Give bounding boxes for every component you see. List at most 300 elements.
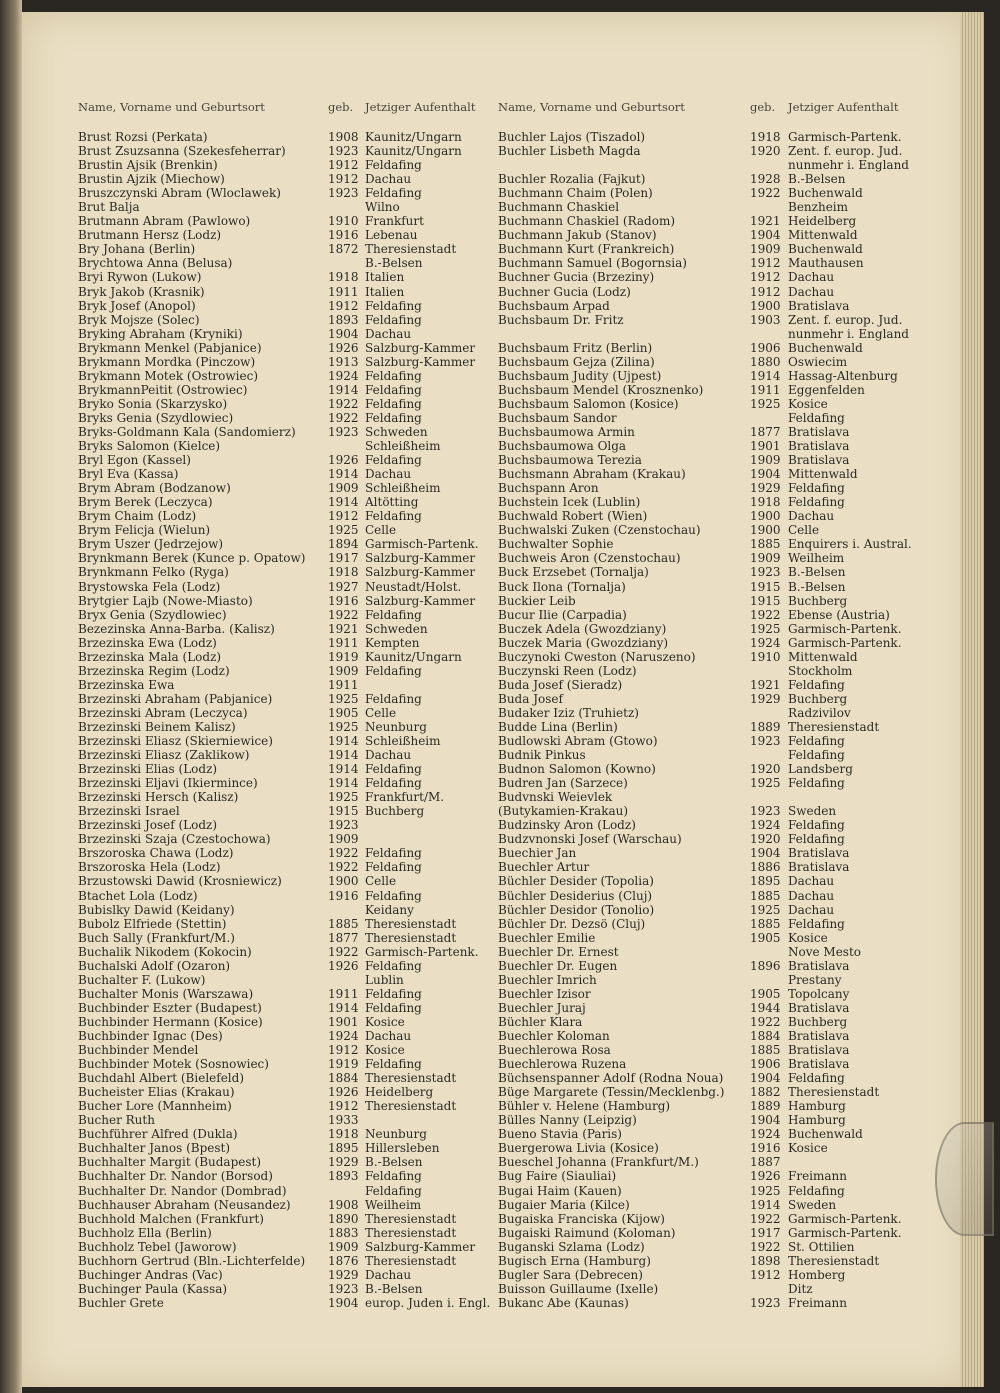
transparent-tab-sticker: [935, 1122, 994, 1236]
entry-residence: Buchberg: [788, 593, 848, 608]
entry-name: Buechler Dr. Ernest: [498, 944, 619, 959]
entry-birth-year: 1900: [750, 298, 781, 313]
entry-residence: Feldafing: [365, 860, 422, 875]
entry-name: Brykmann Menkel (Pabjanice): [78, 340, 262, 355]
entry-residence: Salzburg-Kammer: [365, 565, 476, 580]
entry-residence: Altötting: [365, 495, 419, 510]
entry-residence: Mittenwald: [788, 467, 858, 482]
entry-birth-year: 1914: [328, 382, 359, 397]
entry-birth-year: 1928: [750, 172, 781, 187]
entry-name: Buechler Artur: [498, 860, 590, 875]
entry-residence: Freimann: [788, 1169, 847, 1184]
entry-residence: Garmisch-Partenk.: [788, 1211, 902, 1226]
entry-name: Brym Berek (Leczyca): [78, 495, 213, 510]
entry-residence: Dachau: [788, 284, 835, 299]
entry-name: Budvnski Weievlek: [498, 790, 613, 805]
entry-name: Buchsbaumowa Olga: [498, 439, 627, 454]
entry-name: Buchalter Monis (Warszawa): [78, 986, 254, 1001]
entry-residence: Kosice: [788, 930, 828, 945]
entry-residence: Salzburg-Kammer: [365, 551, 476, 566]
entry-birth-year: 1924: [328, 368, 359, 383]
entry-name: Brym Uszer (Jedrzejow): [78, 537, 224, 552]
entry-residence: Heidelberg: [365, 1085, 434, 1100]
entry-name: Buchhalter Dr. Nandor (Borsod): [78, 1169, 273, 1184]
entry-name: Bryks Salomon (Kielce): [78, 439, 221, 454]
entry-name: Buck Ilona (Tornalja): [498, 579, 626, 594]
entry-name: Buechler Izisor: [498, 986, 591, 1001]
entry-name: Brzezinski Israel: [78, 804, 180, 819]
entry-birth-year: 1909: [328, 1239, 359, 1254]
entry-residence: Bratislava: [788, 439, 850, 454]
entry-name: Bruszczynski Abram (Wloclawek): [78, 186, 281, 201]
entry-name: Bucheister Elias (Krakau): [78, 1085, 235, 1100]
entry-residence: Salzburg-Kammer: [365, 593, 476, 608]
entry-residence: Feldafing: [788, 748, 845, 763]
entry-residence: Bratislava: [788, 958, 850, 973]
entry-name: Buchsbaumowa Armin: [498, 424, 635, 439]
entry-birth-year: 1882: [750, 1085, 781, 1100]
entry-name: Buchsbaum Fritz (Berlin): [498, 340, 653, 355]
entry-name: Buchmann Kurt (Frankreich): [498, 242, 675, 257]
entry-birth-year: 1922: [328, 410, 359, 425]
entry-birth-year: 1910: [750, 649, 781, 664]
entry-birth-year: 1925: [328, 790, 359, 805]
entry-name: Brystowska Fela (Lodz): [78, 579, 221, 594]
entry-residence: Schweden: [365, 424, 428, 439]
entry-name: Buchstein Icek (Lublin): [498, 495, 641, 510]
entry-name: Bubislky Dawid (Keidany): [78, 902, 235, 917]
entry-residence: Neunburg: [365, 719, 427, 734]
entry-birth-year: 1900: [750, 509, 781, 524]
entry-birth-year: 1915: [328, 804, 359, 819]
entry-name: Brym Felicja (Wielun): [78, 523, 211, 538]
entry-name: Buisson Guillaume (Ixelle): [498, 1281, 659, 1296]
entry-residence: Garmisch-Partenk.: [788, 1225, 902, 1240]
entry-residence: Theresienstadt: [365, 1225, 457, 1240]
entry-birth-year: 1893: [328, 1169, 359, 1184]
entry-residence: B.-Belsen: [365, 1155, 423, 1170]
entry-residence: Neunburg: [365, 1127, 427, 1142]
entry-name: Buchsbaum Sandor: [498, 410, 617, 425]
entry-residence: Kaunitz/Ungarn: [365, 144, 462, 159]
entry-residence: Bratislava: [788, 453, 850, 468]
entry-birth-year: 1926: [328, 453, 359, 468]
entry-residence: Feldafing: [365, 762, 422, 777]
entry-residence: Bratislava: [788, 860, 850, 875]
entry-residence: Eggenfelden: [788, 382, 865, 397]
entry-residence: Hamburg: [788, 1113, 846, 1128]
entry-birth-year: 1912: [328, 298, 359, 313]
entry-residence: Bratislava: [788, 298, 850, 313]
entry-residence: Frankfurt: [365, 214, 424, 229]
entry-residence: Feldafing: [365, 382, 422, 397]
entry-residence: Feldafing: [788, 481, 845, 496]
entry-residence: Feldafing: [365, 691, 422, 706]
entry-birth-year: 1924: [750, 635, 781, 650]
entry-birth-year: 1925: [750, 776, 781, 791]
entry-name: Brzezinski Abram (Leczyca): [78, 705, 248, 720]
entry-birth-year: 1912: [750, 270, 781, 285]
entry-name: Bugler Sara (Debrecen): [498, 1267, 643, 1282]
entry-residence: Feldafing: [365, 312, 422, 327]
entry-residence: Dachau: [788, 902, 835, 917]
entry-residence: Dachau: [365, 748, 412, 763]
entry-residence: Feldafing: [365, 158, 422, 173]
entry-birth-year: 1914: [750, 368, 781, 383]
entry-name: Buchsbaum Arpad: [498, 298, 610, 313]
entry-name: Brzezinski Eliasz (Zaklikow): [78, 748, 250, 763]
entry-birth-year: 1922: [328, 860, 359, 875]
entry-birth-year: 1925: [750, 1183, 781, 1198]
entry-birth-year: 1885: [750, 916, 781, 931]
entry-birth-year: 1885: [750, 1043, 781, 1058]
entry-name: Brust Zsuzsanna (Szekesfeherrar): [78, 144, 286, 159]
entry-birth-year: 1911: [328, 677, 359, 692]
entry-name: Bühler v. Helene (Hamburg): [498, 1099, 671, 1114]
entry-birth-year: 1922: [328, 607, 359, 622]
entry-birth-year: 1917: [328, 551, 359, 566]
entry-residence: Zent. f. europ. Jud.: [788, 144, 903, 159]
entry-name: Brzezinska Regim (Lodz): [78, 663, 230, 678]
entry-birth-year: 1887: [750, 1155, 781, 1170]
entry-birth-year: 1918: [750, 130, 781, 144]
entry-birth-year: 1877: [750, 424, 781, 439]
entry-residence: Theresienstadt: [365, 930, 457, 945]
entry-residence: Theresienstadt: [365, 242, 457, 257]
entry-birth-year: 1916: [328, 228, 359, 243]
entry-birth-year: 1889: [750, 1099, 781, 1114]
entry-name: Bugaiska Franciska (Kijow): [498, 1211, 665, 1226]
entry-residence: Feldafing: [788, 1071, 845, 1086]
entry-residence: Dachau: [788, 888, 835, 903]
entry-residence: Theresienstadt: [365, 1253, 457, 1268]
entry-residence: nunmehr i. England: [788, 158, 909, 173]
entry-name: Buchbinder Hermann (Kosice): [78, 1014, 263, 1029]
entry-name: Buchwalski Zuken (Czenstochau): [498, 523, 701, 538]
header-name: Name, Vorname und Geburtsort: [78, 100, 265, 114]
entry-residence: Sweden: [788, 1197, 837, 1212]
entry-name: Buck Erzsebet (Tornalja): [498, 565, 649, 580]
entry-name: Brym Chaim (Lodz): [78, 509, 197, 524]
entry-birth-year: 1914: [328, 467, 359, 482]
entry-birth-year: 1877: [328, 930, 359, 945]
entry-residence: Buchberg: [788, 1014, 848, 1029]
entry-birth-year: 1903: [750, 312, 781, 327]
entry-name: Büchler Desider (Topolia): [498, 874, 654, 889]
entry-name: Budzinsky Aron (Lodz): [498, 818, 636, 833]
entry-birth-year: 1929: [750, 691, 781, 706]
entry-birth-year: 1890: [328, 1211, 359, 1226]
entry-name: Buchweis Aron (Czenstochau): [498, 551, 681, 566]
entry-birth-year: 1904: [750, 846, 781, 861]
entry-residence: Feldafing: [365, 298, 422, 313]
entry-birth-year: 1889: [750, 719, 781, 734]
entry-name: Buchner Gucia (Brzeziny): [498, 270, 655, 285]
entry-name: Brzezinski Beinem Kalisz): [78, 719, 236, 734]
entry-birth-year: 1920: [750, 762, 781, 777]
entry-birth-year: 1904: [750, 228, 781, 243]
entry-birth-year: 1922: [750, 607, 781, 622]
entry-name: Budnon Salomon (Kowno): [498, 762, 656, 777]
entry-residence: Feldafing: [788, 776, 845, 791]
entry-name: Bucher Ruth: [78, 1113, 155, 1128]
entry-residence: Theresienstadt: [788, 1253, 880, 1268]
entry-name: Buchinger Paula (Kassa): [78, 1281, 228, 1296]
entry-birth-year: 1924: [750, 1127, 781, 1142]
entry-residence: Garmisch-Partenk.: [788, 130, 902, 144]
entry-name: Bugaiski Raimund (Koloman): [498, 1225, 676, 1240]
entry-birth-year: 1895: [750, 874, 781, 889]
entry-name: Buchalter F. (Lukow): [78, 972, 206, 987]
entry-birth-year: 1944: [750, 1000, 781, 1015]
entry-name: Buchführer Alfred (Dukla): [78, 1127, 238, 1142]
entry-name: Buchsbaum Salomon (Kosice): [498, 396, 679, 411]
entry-name: Brzezinski Hersch (Kalisz): [78, 790, 239, 805]
entry-birth-year: 1925: [750, 902, 781, 917]
entry-birth-year: 1923: [328, 144, 359, 159]
entry-name: Buechlerowa Rosa: [498, 1043, 611, 1058]
entry-birth-year: 1912: [750, 256, 781, 271]
entry-name: Brykmann Mordka (Pinczow): [78, 354, 256, 369]
entry-birth-year: 1885: [750, 537, 781, 552]
entry-name: Brutmann Abram (Pawlowo): [78, 214, 251, 229]
entry-residence: Feldafing: [365, 396, 422, 411]
entry-birth-year: 1925: [328, 523, 359, 538]
entry-residence: Schleißheim: [365, 734, 441, 749]
entry-residence: Feldafing: [365, 1183, 422, 1198]
entry-name: Buchalski Adolf (Ozaron): [78, 958, 231, 973]
entry-birth-year: 1921: [750, 677, 781, 692]
entry-birth-year: 1905: [750, 930, 781, 945]
entry-name: Buchler Grete: [78, 1295, 164, 1310]
entry-name: Buczynoki Cweston (Naruszeno): [498, 649, 696, 664]
entry-birth-year: 1900: [750, 523, 781, 538]
entry-residence: B.-Belsen: [788, 565, 846, 580]
entry-birth-year: 1925: [750, 396, 781, 411]
entry-name: Brszoroska Chawa (Lodz): [78, 846, 234, 861]
entry-birth-year: 1920: [750, 832, 781, 847]
entry-birth-year: 1885: [328, 916, 359, 931]
header-year: geb.: [750, 100, 776, 114]
entry-residence: Buchenwald: [788, 186, 863, 201]
entry-birth-year: 1923: [750, 1295, 781, 1310]
entry-birth-year: 1925: [328, 691, 359, 706]
entry-residence: nunmehr i. England: [788, 326, 909, 341]
entry-birth-year: 1929: [750, 481, 781, 496]
entry-name: Bryking Abraham (Kryniki): [78, 326, 243, 341]
entry-residence: Benzheim: [788, 200, 849, 215]
entry-residence: Celle: [365, 705, 397, 720]
entry-name: Brzezinski Eljavi (Ikiermince): [78, 776, 258, 791]
entry-name: Brym Abram (Bodzanow): [78, 481, 231, 496]
header-residence: Jetziger Aufenthalt: [788, 100, 899, 114]
entry-residence: Weilheim: [788, 551, 845, 566]
entry-name: Bryk Mojsze (Solec): [78, 312, 200, 327]
entry-residence: Buchenwald: [788, 340, 863, 355]
entry-name: Buchmann Jakub (Stanov): [498, 228, 657, 243]
entry-name: Brytgier Lajb (Nowe-Miasto): [78, 593, 253, 608]
entry-residence: Salzburg-Kammer: [365, 340, 476, 355]
entry-name: Buchsbaum Gejza (Zilina): [498, 354, 655, 369]
entry-name: Brzezinska Mala (Lodz): [78, 649, 222, 664]
entry-name: Buchdahl Albert (Bielefeld): [78, 1071, 244, 1086]
entry-name: Buechlerowa Ruzena: [498, 1057, 627, 1072]
entry-residence: Schweden: [365, 621, 428, 636]
entry-birth-year: 1898: [750, 1253, 781, 1268]
entry-residence: Feldafing: [365, 368, 422, 383]
entry-birth-year: 1895: [328, 1141, 359, 1156]
entry-birth-year: 1919: [328, 649, 359, 664]
entry-birth-year: 1909: [750, 551, 781, 566]
entry-name: Budlowski Abram (Gtowo): [498, 734, 658, 749]
entry-name: Brzustowski Dawid (Krosniewicz): [78, 874, 282, 889]
entry-residence: Dachau: [365, 326, 412, 341]
entry-residence: Feldafing: [365, 986, 422, 1001]
entry-name: Buch Sally (Frankfurt/M.): [78, 930, 235, 945]
entry-name: Büchler Desidor (Tonolio): [498, 902, 655, 917]
entry-name: Brzezinski Josef (Lodz): [78, 818, 218, 833]
entry-birth-year: 1910: [328, 214, 359, 229]
header-residence: Jetziger Aufenthalt: [365, 100, 476, 114]
entry-birth-year: 1911: [750, 382, 781, 397]
entry-birth-year: 1912: [328, 172, 359, 187]
entry-name: Buechler Imrich: [498, 972, 597, 987]
entry-name: Buchmann Chaim (Polen): [498, 186, 653, 201]
entry-name: Brynkmann Berek (Kunce p. Opatow): [78, 551, 306, 566]
entry-name: Büchler Desiderius (Cluj): [498, 888, 653, 903]
entry-birth-year: 1922: [328, 846, 359, 861]
entry-residence: Bratislava: [788, 846, 850, 861]
entry-residence: Mauthausen: [788, 256, 864, 271]
entry-residence: Feldafing: [788, 677, 845, 692]
entry-birth-year: 1909: [328, 663, 359, 678]
entry-residence: Feldafing: [365, 1169, 422, 1184]
entry-residence: Mittenwald: [788, 228, 858, 243]
entry-birth-year: 1926: [328, 1085, 359, 1100]
entry-birth-year: 1923: [750, 804, 781, 819]
entry-residence: Feldafing: [365, 958, 422, 973]
entry-birth-year: 1911: [328, 635, 359, 650]
entry-residence: Bratislava: [788, 1043, 850, 1058]
entry-birth-year: 1883: [328, 1225, 359, 1240]
entry-name: Budde Lina (Berlin): [498, 719, 618, 734]
entry-residence: Celle: [365, 523, 397, 538]
entry-birth-year: 1923: [750, 565, 781, 580]
entry-birth-year: 1905: [328, 705, 359, 720]
entry-birth-year: 1908: [328, 1197, 359, 1212]
entry-name: Bezezinska Anna-Barba. (Kalisz): [78, 621, 275, 636]
entry-birth-year: 1925: [750, 621, 781, 636]
entry-birth-year: 1912: [328, 1043, 359, 1058]
entry-birth-year: 1918: [328, 270, 359, 285]
entry-name: Brzezinska Ewa (Lodz): [78, 635, 217, 650]
entry-birth-year: 1922: [750, 1211, 781, 1226]
entry-birth-year: 1901: [328, 1014, 359, 1029]
entry-birth-year: 1905: [750, 986, 781, 1001]
entry-residence: Feldafing: [365, 1057, 422, 1072]
entry-name: Brzezinska Ewa: [78, 677, 175, 692]
entry-residence: Feldafing: [365, 846, 422, 861]
entry-residence: Bratislava: [788, 1029, 850, 1043]
entry-residence: Zent. f. europ. Jud.: [788, 312, 903, 327]
entry-birth-year: 1933: [328, 1113, 359, 1128]
entry-birth-year: 1929: [328, 1155, 359, 1170]
entry-name: Budzvnonski Josef (Warschau): [498, 832, 682, 847]
header-name: Name, Vorname und Geburtsort: [498, 100, 685, 114]
entry-residence: Lebenau: [365, 228, 418, 243]
entry-birth-year: 1915: [750, 579, 781, 594]
entry-name: Brzezinski Szaja (Czestochowa): [78, 832, 271, 847]
entry-birth-year: 1916: [328, 593, 359, 608]
entry-birth-year: 1918: [328, 1127, 359, 1142]
entry-residence: Topolcany: [788, 986, 850, 1001]
entry-name: Buchmann Samuel (Bogornsia): [498, 256, 687, 271]
entry-residence: Landsberg: [788, 762, 853, 777]
entry-name: Buganski Szlama (Lodz): [498, 1239, 645, 1254]
entry-name: Bryks Genia (Szydlowiec): [78, 410, 234, 425]
entry-name: Brynkmann Felko (Ryga): [78, 565, 229, 580]
entry-residence: Freimann: [788, 1295, 847, 1310]
entry-name: Btachet Lola (Lodz): [78, 888, 198, 903]
entry-birth-year: 1922: [328, 944, 359, 959]
entry-birth-year: 1918: [750, 495, 781, 510]
entry-name: Bryi Rywon (Lukow): [78, 270, 202, 285]
entry-birth-year: 1915: [750, 593, 781, 608]
entry-name: Buchwalter Sophie: [498, 537, 614, 552]
entry-birth-year: 1880: [750, 354, 781, 369]
entry-residence: Schleißheim: [365, 439, 441, 454]
entry-residence: Theresienstadt: [788, 1085, 880, 1100]
entry-birth-year: 1885: [750, 888, 781, 903]
entry-residence: Garmisch-Partenk.: [788, 621, 902, 636]
entry-residence: Bratislava: [788, 1000, 850, 1015]
entry-residence: Stockholm: [788, 663, 853, 678]
entry-name: Bryk Jakob (Krasnik): [78, 284, 205, 299]
entry-residence: Italien: [365, 270, 405, 285]
entry-birth-year: 1908: [328, 130, 359, 144]
entry-residence: Feldafing: [788, 495, 845, 510]
entry-name: Buchsbaumowa Terezia: [498, 453, 642, 468]
entry-birth-year: 1918: [328, 565, 359, 580]
entry-residence: Feldafing: [365, 453, 422, 468]
entry-residence: Feldafing: [365, 663, 422, 678]
entry-name: Buchsbaum Mendel (Krosznenko): [498, 382, 704, 397]
entry-name: Bugai Haim (Kauen): [498, 1183, 622, 1198]
entry-residence: Keidany: [365, 902, 414, 917]
entry-birth-year: 1906: [750, 1057, 781, 1072]
entry-name: Brust Rozsi (Perkata): [78, 130, 208, 144]
entry-name: Buechier Jan: [498, 846, 577, 861]
entry-birth-year: 1921: [750, 214, 781, 229]
entry-residence: Feldafing: [788, 832, 845, 847]
entry-residence: Feldafing: [788, 916, 845, 931]
entry-name: Buczek Maria (Gwozdziany): [498, 635, 669, 650]
entry-name: Bryk Josef (Anopol): [78, 298, 196, 313]
entry-residence: Kosice: [365, 1043, 405, 1058]
entry-birth-year: 1924: [750, 818, 781, 833]
entry-residence: Kosice: [788, 1141, 828, 1156]
entry-name: Buchsbaum Judity (Ujpest): [498, 368, 662, 383]
entry-residence: Kaunitz/Ungarn: [365, 130, 462, 144]
entry-name: Bugaier Maria (Kilce): [498, 1197, 630, 1212]
entry-birth-year: 1923: [750, 734, 781, 749]
entry-residence: Salzburg-Kammer: [365, 354, 476, 369]
entry-residence: Lublin: [365, 972, 404, 987]
entry-name: Buda Josef: [498, 691, 563, 706]
entry-birth-year: 1911: [328, 284, 359, 299]
entry-name: Brustin Ajzik (Miechow): [78, 172, 225, 187]
entry-birth-year: 1923: [328, 1281, 359, 1296]
